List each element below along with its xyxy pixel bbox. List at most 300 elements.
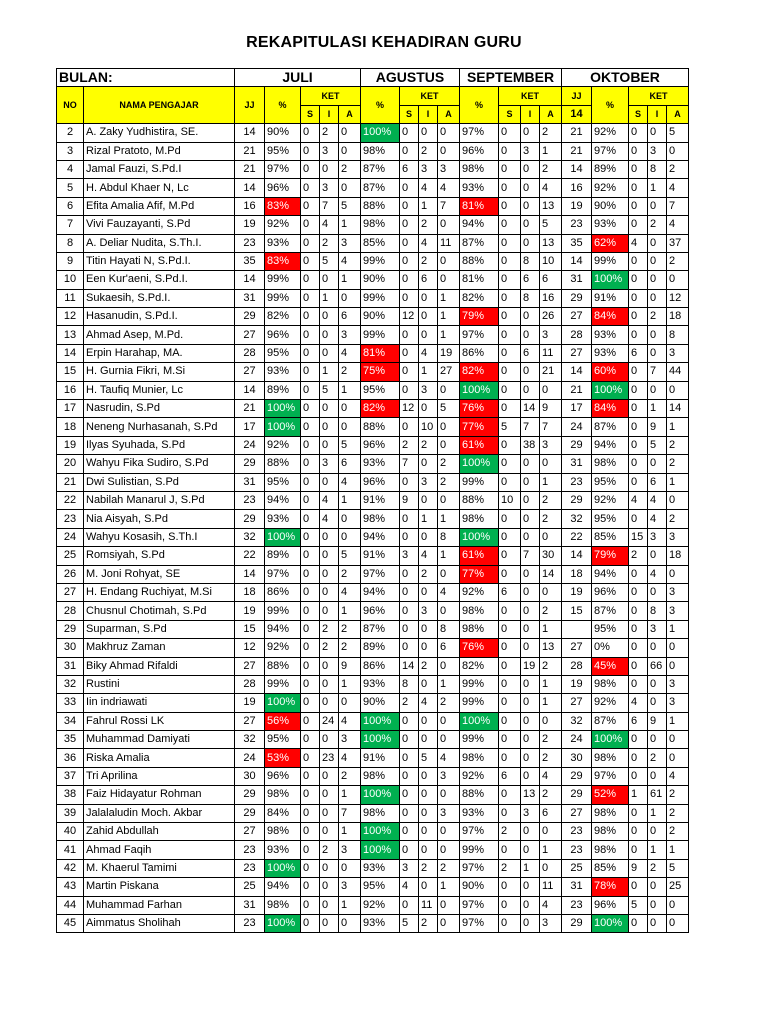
juli-s-cell: 0 [301,804,320,822]
agustus-i-cell: 3 [419,160,438,178]
september-s-cell: 6 [499,583,521,601]
september-i-cell: 0 [521,528,540,546]
juli-a-cell: 2 [339,767,361,785]
oktober-pct-cell: 92% [592,491,629,509]
table-row [57,234,689,252]
oktober-pct-cell: 100% [592,271,629,289]
agustus-pct-cell: 100% [361,841,400,859]
juli-s-cell: 0 [301,234,320,252]
juli-i-cell: 0 [320,308,339,326]
agustus-pct-cell: 90% [361,308,400,326]
juli-pct-cell: 93% [265,363,301,381]
september-s-cell: 0 [499,455,521,473]
table-row [57,197,689,215]
agustus-a-cell: 0 [438,786,460,804]
agustus-pct-cell: 96% [361,602,400,620]
juli-s-cell: 0 [301,620,320,638]
juli-pct-cell: 98% [265,896,301,914]
agustus-pct-cell: 89% [361,639,400,657]
oktober-a-cell: 8 [667,326,689,344]
table-row [57,491,689,509]
juli-jj-cell: 16 [235,197,265,215]
table-row [57,859,689,877]
table-row [57,749,689,767]
table-row [57,142,689,160]
oktober-jj-cell: 27 [562,804,592,822]
september-pct-cell: 88% [460,786,499,804]
september-a-cell: 0 [540,712,562,730]
juli-jj-cell: 23 [235,914,265,932]
oktober-jj-cell: 19 [562,583,592,601]
juli-jj-cell: 31 [235,896,265,914]
agustus-a-cell: 0 [438,657,460,675]
juli-jj-cell: 18 [235,583,265,601]
table-row [57,786,689,804]
oktober-i-cell: 9 [648,418,667,436]
september-a-cell: 1 [540,142,562,160]
oktober-s-cell: 0 [629,363,648,381]
agustus-i-cell: 0 [419,767,438,785]
teacher-name: Suparman, S.Pd [84,620,235,638]
oktober-jj-cell [562,620,592,638]
oktober-s-cell: 0 [629,326,648,344]
oktober-pct-cell: 97% [592,142,629,160]
september-s-cell: 0 [499,289,521,307]
juli-jj-cell: 23 [235,859,265,877]
juli-a-cell: 0 [339,859,361,877]
teacher-name: M. Joni Rohyat, SE [84,565,235,583]
juli-pct-cell: 82% [265,308,301,326]
juli-a-cell: 1 [339,896,361,914]
agustus-s-cell: 12 [400,400,419,418]
juli-i-cell: 0 [320,731,339,749]
teacher-name: Muhammad Damiyati [84,731,235,749]
juli-pct-cell: 99% [265,675,301,693]
oktober-pct-cell: 95% [592,473,629,491]
oktober-jj-cell: 30 [562,749,592,767]
juli-jj-header: JJ [235,87,265,124]
juli-jj-cell: 28 [235,344,265,362]
oktober-i-cell: 0 [648,731,667,749]
juli-a-cell: 3 [339,326,361,344]
agustus-i-cell: 0 [419,731,438,749]
september-pct-cell: 100% [460,712,499,730]
oktober-jj-cell: 27 [562,308,592,326]
oktober-s-cell: 0 [629,289,648,307]
juli-pct-cell: 88% [265,455,301,473]
oktober-s-cell: 0 [629,455,648,473]
teacher-name: Dwi Sulistian, S.Pd [84,473,235,491]
september-a-cell: 1 [540,473,562,491]
oktober-s-cell: 0 [629,583,648,601]
juli-s-cell: 0 [301,896,320,914]
teacher-name: Sukaesih, S.Pd.I. [84,289,235,307]
agustus-pct-cell: 99% [361,252,400,270]
oktober-a-cell: 0 [667,381,689,399]
table-row [57,639,689,657]
teacher-name: Nia Aisyah, S.Pd [84,510,235,528]
juli-pct-cell: 99% [265,602,301,620]
oktober-s-cell: 0 [629,914,648,932]
table-row [57,841,689,859]
september-pct-cell: 61% [460,547,499,565]
september-i-cell: 0 [521,160,540,178]
row-no: 45 [57,914,84,932]
juli-pct-cell: 94% [265,491,301,509]
oktober-a-header: A [667,105,689,123]
oktober-i-cell: 8 [648,602,667,620]
juli-i-cell: 23 [320,749,339,767]
juli-s-cell: 0 [301,767,320,785]
oktober-a-cell: 2 [667,823,689,841]
oktober-a-cell: 0 [667,271,689,289]
agustus-pct-cell: 87% [361,179,400,197]
juli-jj-cell: 27 [235,363,265,381]
agustus-s-cell: 0 [400,823,419,841]
juli-i-cell: 2 [320,639,339,657]
juli-i-cell: 0 [320,767,339,785]
agustus-s-cell: 0 [400,216,419,234]
agustus-i-cell: 2 [419,565,438,583]
oktober-jj-cell: 29 [562,767,592,785]
oktober-pct-cell: 95% [592,620,629,638]
agustus-a-cell: 2 [438,455,460,473]
juli-pct-cell: 92% [265,436,301,454]
juli-pct-cell: 100% [265,400,301,418]
september-a-cell: 0 [540,823,562,841]
september-s-cell: 0 [499,381,521,399]
oktober-pct-cell: 85% [592,859,629,877]
agustus-i-cell: 3 [419,381,438,399]
agustus-i-cell: 4 [419,344,438,362]
agustus-i-cell: 0 [419,289,438,307]
juli-jj-cell: 19 [235,602,265,620]
row-no: 9 [57,252,84,270]
september-s-cell: 6 [499,767,521,785]
agustus-a-cell: 8 [438,620,460,638]
september-pct-cell: 88% [460,252,499,270]
september-s-cell: 0 [499,675,521,693]
row-no: 23 [57,510,84,528]
september-a-cell: 4 [540,767,562,785]
oktober-pct-cell: 45% [592,657,629,675]
juli-jj-cell: 25 [235,878,265,896]
september-i-cell: 0 [521,381,540,399]
agustus-a-cell: 0 [438,142,460,160]
oktober-i-cell: 2 [648,749,667,767]
agustus-pct-cell: 100% [361,731,400,749]
juli-s-cell: 0 [301,841,320,859]
oktober-i-cell: 0 [648,289,667,307]
september-pct-cell: 99% [460,694,499,712]
oktober-jj-cell: 23 [562,216,592,234]
agustus-i-cell: 0 [419,455,438,473]
oktober-i-cell: 0 [648,914,667,932]
oktober-s-cell: 6 [629,344,648,362]
oktober-jj-cell: 24 [562,731,592,749]
oktober-jj-cell: 31 [562,878,592,896]
juli-i-cell: 3 [320,455,339,473]
agustus-a-cell: 6 [438,639,460,657]
juli-jj-cell: 31 [235,473,265,491]
juli-a-cell: 4 [339,749,361,767]
juli-s-cell: 0 [301,308,320,326]
table-row [57,823,689,841]
september-i-cell: 0 [521,712,540,730]
oktober-jj-cell: 14 [562,252,592,270]
oktober-pct-cell: 95% [592,510,629,528]
teacher-name: Wahyu Fika Sudiro, S.Pd [84,455,235,473]
oktober-s-cell: 0 [629,142,648,160]
oktober-s-cell: 0 [629,841,648,859]
juli-i-cell: 3 [320,142,339,160]
september-pct-cell: 87% [460,234,499,252]
agustus-pct-cell: 90% [361,271,400,289]
oktober-a-cell: 4 [667,179,689,197]
oktober-pct-cell: 100% [592,914,629,932]
september-pct-cell: 97% [460,914,499,932]
oktober-a-cell: 3 [667,528,689,546]
oktober-s-cell: 0 [629,657,648,675]
attendance-table [56,68,689,933]
juli-a-cell: 1 [339,602,361,620]
juli-pct-cell: 96% [265,767,301,785]
juli-a-cell: 0 [339,142,361,160]
oktober-s-cell: 0 [629,602,648,620]
oktober-jj-cell: 28 [562,657,592,675]
september-i-cell: 0 [521,878,540,896]
teacher-name: Hasanudin, S.Pd.I. [84,308,235,326]
september-s-cell: 0 [499,179,521,197]
table-row [57,620,689,638]
september-a-cell: 16 [540,289,562,307]
september-a-cell: 2 [540,160,562,178]
september-i-cell: 0 [521,510,540,528]
table-row [57,252,689,270]
teacher-name: Efita Amalia Afif, M.Pd [84,197,235,215]
september-pct-cell: 86% [460,344,499,362]
table-row [57,326,689,344]
agustus-i-cell: 4 [419,179,438,197]
juli-i-cell: 0 [320,418,339,436]
juli-jj-cell: 15 [235,620,265,638]
row-no: 11 [57,289,84,307]
oktober-a-cell: 0 [667,914,689,932]
september-a-cell: 11 [540,878,562,896]
juli-jj-cell: 17 [235,418,265,436]
teacher-name: H. Taufiq Munier, Lc [84,381,235,399]
september-a-cell: 2 [540,602,562,620]
agustus-i-header: I [419,105,438,123]
juli-a-cell: 1 [339,216,361,234]
oktober-s-cell: 15 [629,528,648,546]
september-s-cell: 10 [499,491,521,509]
juli-i-cell: 0 [320,436,339,454]
september-s-cell: 0 [499,473,521,491]
september-i-cell: 0 [521,455,540,473]
juli-i-cell: 0 [320,878,339,896]
september-a-cell: 2 [540,491,562,509]
agustus-s-cell: 0 [400,179,419,197]
oktober-a-cell: 0 [667,142,689,160]
september-pct-cell: 82% [460,657,499,675]
agustus-pct-cell: 87% [361,620,400,638]
september-a-cell: 3 [540,326,562,344]
september-a-cell: 0 [540,528,562,546]
agustus-a-cell: 0 [438,491,460,509]
agustus-pct-cell: 87% [361,160,400,178]
oktober-pct-cell: 96% [592,896,629,914]
agustus-s-cell: 8 [400,675,419,693]
agustus-pct-cell: 75% [361,363,400,381]
agustus-i-cell: 3 [419,473,438,491]
juli-jj-cell: 22 [235,547,265,565]
agustus-pct-cell: 81% [361,344,400,362]
juli-pct-cell: 99% [265,271,301,289]
oktober-pct-cell: 89% [592,160,629,178]
oktober-s-cell: 0 [629,381,648,399]
oktober-s-cell: 0 [629,308,648,326]
september-a-cell: 0 [540,859,562,877]
september-i-cell: 8 [521,252,540,270]
agustus-i-cell: 0 [419,675,438,693]
juli-i-cell: 4 [320,510,339,528]
september-pct-cell: 88% [460,491,499,509]
september-pct-cell: 98% [460,510,499,528]
table-row [57,602,689,620]
oktober-i-cell: 66 [648,657,667,675]
september-i-cell: 0 [521,583,540,601]
juli-ket-header: KET [301,87,361,105]
agustus-s-cell: 0 [400,565,419,583]
juli-a-cell: 7 [339,804,361,822]
september-i-cell: 0 [521,234,540,252]
agustus-a-cell: 7 [438,197,460,215]
september-i-cell: 14 [521,400,540,418]
september-i-cell: 0 [521,694,540,712]
juli-a-cell: 1 [339,491,361,509]
september-pct-cell: 99% [460,675,499,693]
juli-s-cell: 0 [301,216,320,234]
agustus-pct-cell: 100% [361,712,400,730]
oktober-jj-cell: 16 [562,179,592,197]
agustus-pct-cell: 99% [361,326,400,344]
juli-i-cell: 0 [320,326,339,344]
oktober-s-cell: 0 [629,400,648,418]
juli-pct-cell: 93% [265,234,301,252]
juli-a-cell: 0 [339,289,361,307]
juli-jj-cell: 21 [235,400,265,418]
september-pct-cell: 90% [460,878,499,896]
agustus-pct-header: % [361,87,400,124]
row-no: 13 [57,326,84,344]
oktober-jj-cell: 23 [562,841,592,859]
oktober-a-cell: 1 [667,841,689,859]
agustus-pct-cell: 85% [361,234,400,252]
september-a-cell: 2 [540,749,562,767]
juli-a-cell: 3 [339,841,361,859]
agustus-a-cell: 0 [438,252,460,270]
row-no: 41 [57,841,84,859]
oktober-jj-cell: 27 [562,344,592,362]
oktober-jj-cell: 27 [562,639,592,657]
teacher-name: A. Deliar Nudita, S.Th.I. [84,234,235,252]
september-i-cell: 0 [521,767,540,785]
oktober-pct-cell: 79% [592,547,629,565]
oktober-pct-cell: 100% [592,381,629,399]
agustus-a-cell: 0 [438,896,460,914]
juli-pct-cell: 88% [265,657,301,675]
september-i-cell: 0 [521,491,540,509]
row-no: 12 [57,308,84,326]
agustus-s-cell: 0 [400,473,419,491]
page-title: REKAPITULASI KEHADIRAN GURU [246,34,522,51]
juli-s-cell: 0 [301,363,320,381]
juli-i-cell: 0 [320,565,339,583]
agustus-i-cell: 5 [419,749,438,767]
juli-i-cell: 0 [320,804,339,822]
juli-s-cell: 0 [301,657,320,675]
september-pct-cell: 81% [460,271,499,289]
oktober-pct-cell: 100% [592,731,629,749]
oktober-pct-cell: 92% [592,179,629,197]
oktober-a-cell: 1 [667,473,689,491]
september-a-cell: 2 [540,510,562,528]
agustus-s-cell: 0 [400,197,419,215]
juli-s-cell: 0 [301,749,320,767]
september-i-cell: 0 [521,823,540,841]
agustus-a-cell: 2 [438,694,460,712]
row-no: 42 [57,859,84,877]
september-a-cell: 0 [540,381,562,399]
oktober-a-cell: 4 [667,216,689,234]
juli-a-cell: 1 [339,675,361,693]
september-a-cell: 21 [540,363,562,381]
september-pct-cell: 96% [460,142,499,160]
oktober-s-cell: 0 [629,620,648,638]
bulan-label: BULAN: [57,69,235,87]
september-pct-cell: 93% [460,804,499,822]
oktober-jj-cell: 27 [562,694,592,712]
september-s-cell: 0 [499,639,521,657]
oktober-s-cell: 0 [629,271,648,289]
oktober-a-cell: 1 [667,620,689,638]
september-s-cell: 0 [499,528,521,546]
september-pct-cell: 76% [460,400,499,418]
teacher-name: Ahmad Asep, M.Pd. [84,326,235,344]
juli-s-cell: 0 [301,252,320,270]
row-no: 32 [57,675,84,693]
row-no: 29 [57,620,84,638]
september-s-cell: 0 [499,436,521,454]
juli-pct-cell: 95% [265,473,301,491]
oktober-jj-cell: 35 [562,234,592,252]
table-row [57,418,689,436]
agustus-s-cell: 0 [400,639,419,657]
oktober-pct-cell: 84% [592,308,629,326]
oktober-jj-cell: 24 [562,418,592,436]
table-row [57,510,689,528]
agustus-s-cell: 0 [400,252,419,270]
row-no: 30 [57,639,84,657]
juli-s-cell: 0 [301,381,320,399]
teacher-name: Riska Amalia [84,749,235,767]
oktober-i-cell: 4 [648,565,667,583]
september-a-cell: 0 [540,583,562,601]
row-no: 44 [57,896,84,914]
oktober-jj-cell: 15 [562,602,592,620]
oktober-i-cell: 3 [648,142,667,160]
